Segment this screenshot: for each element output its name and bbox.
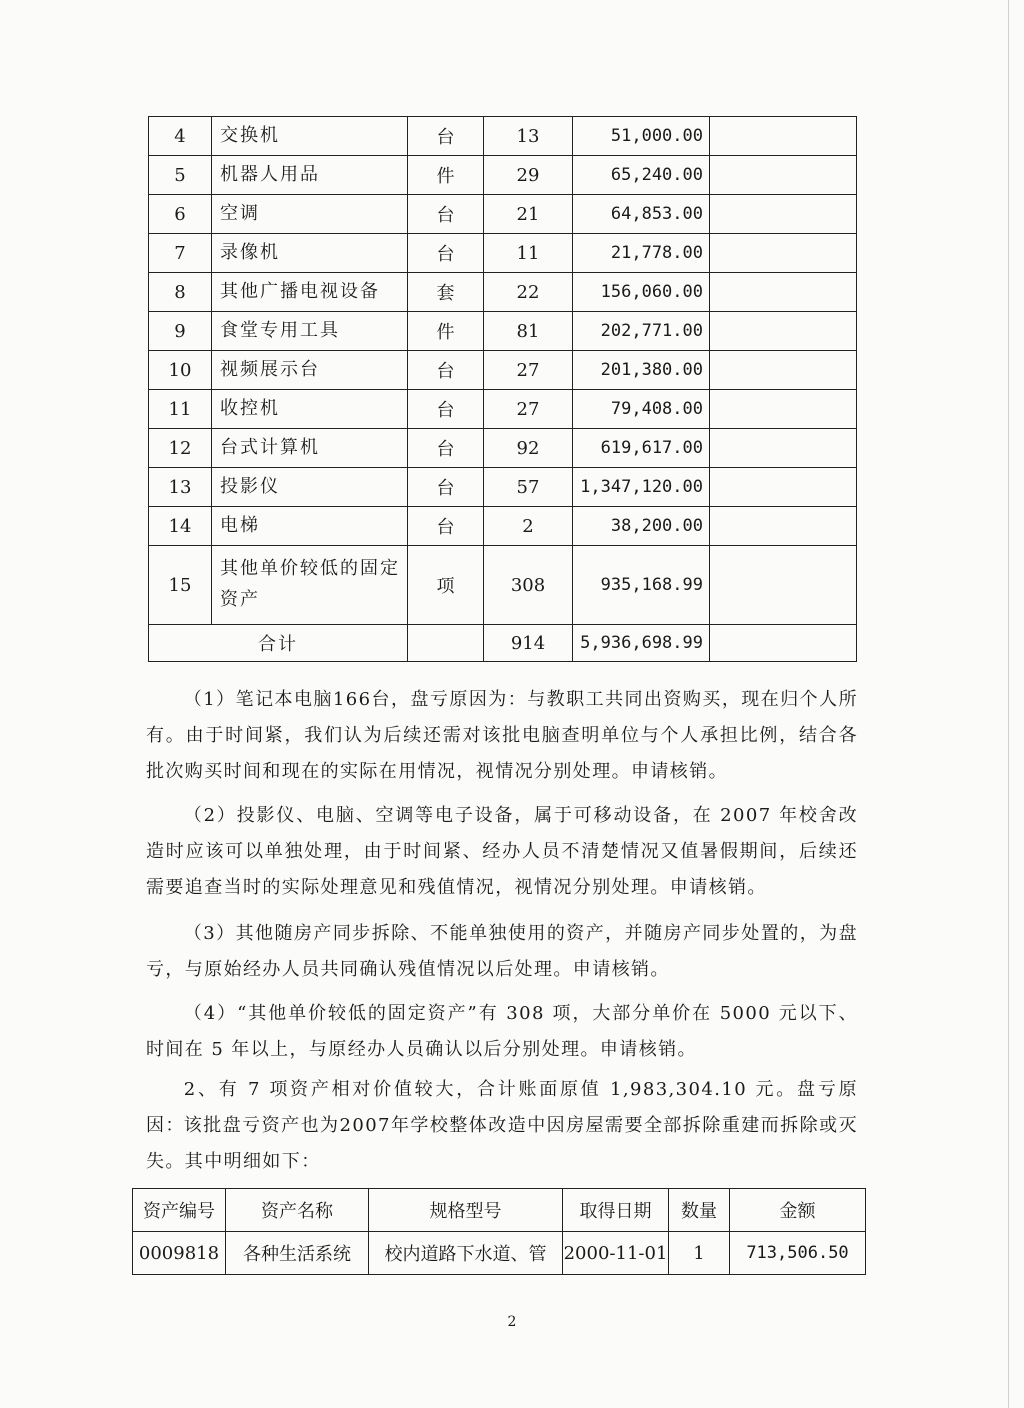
total-label: 合计 — [149, 625, 408, 662]
scan-edge-line — [1008, 0, 1009, 1408]
table-cell: 0009818 — [133, 1232, 226, 1275]
column-header: 规格型号 — [369, 1189, 563, 1232]
asset-amount: 156,060.00 — [573, 273, 710, 312]
asset-amount: 64,853.00 — [573, 195, 710, 234]
asset-amount: 202,771.00 — [573, 312, 710, 351]
asset-unit: 项 — [408, 546, 484, 625]
total-amount: 5,936,698.99 — [573, 625, 710, 662]
table-row — [149, 390, 857, 429]
asset-name: 交换机 — [212, 117, 408, 156]
column-header: 资产名称 — [226, 1189, 369, 1232]
total-unit-cell — [408, 625, 484, 662]
asset-unit: 台 — [408, 351, 484, 390]
asset-quantity: 13 — [484, 117, 573, 156]
row-number: 13 — [149, 468, 212, 507]
asset-quantity: 29 — [484, 156, 573, 195]
asset-amount: 51,000.00 — [573, 117, 710, 156]
asset-name: 空调 — [212, 195, 408, 234]
asset-quantity: 57 — [484, 468, 573, 507]
table-cell: 2000-11-01 — [563, 1232, 669, 1275]
table-row — [149, 234, 857, 273]
row-number: 7 — [149, 234, 212, 273]
asset-unit: 台 — [408, 117, 484, 156]
asset-amount: 38,200.00 — [573, 507, 710, 546]
asset-quantity: 21 — [484, 195, 573, 234]
paragraph-5: 2、有 7 项资产相对价值较大，合计账面原值 1,983,304.10 元。盘亏原因： — [146, 1079, 858, 1136]
asset-amount: 65,240.00 — [573, 156, 710, 195]
asset-name: 其他单价较低的固定资产 — [212, 546, 408, 625]
remarks-cell — [710, 234, 857, 273]
remarks-cell — [710, 625, 857, 662]
table-cell: 校内道路下水道、管 — [369, 1232, 563, 1275]
row-number: 4 — [149, 117, 212, 156]
table-row — [149, 351, 857, 390]
remarks-cell — [710, 390, 857, 429]
asset-name: 投影仪 — [212, 468, 408, 507]
table-row — [149, 117, 857, 156]
assets-table-body — [149, 117, 857, 662]
column-header: 金额 — [730, 1189, 866, 1232]
row-number: 10 — [149, 351, 212, 390]
row-number: 14 — [149, 507, 212, 546]
asset-name: 录像机 — [212, 234, 408, 273]
assets-table — [148, 116, 857, 662]
asset-quantity: 2 — [484, 507, 573, 546]
table-row — [149, 429, 857, 468]
page-number: 2 — [507, 1314, 517, 1330]
paragraph-1: （1）笔记本电脑166台，盘亏原因为：与教职工共同出资购买，现在归个人所有。由于时间紧，我们认为后续还需对该批电脑查明单位与个人承担比例，结合各批次购买时间和现在的实际在用情况，视情况分别处理。申请核销。 — [146, 689, 858, 782]
table-cell: 各种生活系统 — [226, 1232, 369, 1275]
detail-table-body — [133, 1189, 866, 1275]
row-number: 5 — [149, 156, 212, 195]
table-row — [133, 1232, 866, 1275]
asset-quantity: 92 — [484, 429, 573, 468]
paragraph-3: （3）其他随房产同步拆除、不能单独使用的资产，并随房产同步处置的，为盘亏，与原始经办人员共同确认残值情况以后处理。申请核销。 — [146, 923, 858, 980]
remarks-cell — [710, 312, 857, 351]
asset-amount: 935,168.99 — [573, 546, 710, 625]
remarks-cell — [710, 156, 857, 195]
column-header: 数量 — [669, 1189, 730, 1232]
remarks-cell — [710, 429, 857, 468]
asset-unit: 件 — [408, 156, 484, 195]
asset-name: 其他广播电视设备 — [212, 273, 408, 312]
asset-unit: 套 — [408, 273, 484, 312]
asset-unit: 台 — [408, 390, 484, 429]
table-cell: 713,506.50 — [730, 1232, 866, 1275]
asset-unit: 台 — [408, 507, 484, 546]
row-number: 15 — [149, 546, 212, 625]
paragraph-6: 该批盘亏资产也为2007年学校整体改造中因房屋需要全部拆除重建而拆除或灭失。其中明细如下： — [146, 1115, 858, 1172]
table-row — [149, 156, 857, 195]
asset-quantity: 22 — [484, 273, 573, 312]
total-row — [149, 625, 857, 662]
total-quantity: 914 — [484, 625, 573, 662]
row-number: 12 — [149, 429, 212, 468]
remarks-cell — [710, 117, 857, 156]
asset-unit: 台 — [408, 429, 484, 468]
table-row — [149, 507, 857, 546]
asset-amount: 1,347,120.00 — [573, 468, 710, 507]
asset-unit: 台 — [408, 468, 484, 507]
asset-name: 视频展示台 — [212, 351, 408, 390]
remarks-cell — [710, 507, 857, 546]
asset-quantity: 308 — [484, 546, 573, 625]
asset-quantity: 11 — [484, 234, 573, 273]
asset-amount: 619,617.00 — [573, 429, 710, 468]
asset-quantity: 27 — [484, 390, 573, 429]
paragraph-4: （4）“其他单价较低的固定资产”有 308 项，大部分单价在 5000 元以下、时间在 5 年以上，与原经办人员确认以后分别处理。申请核销。 — [146, 1003, 858, 1060]
row-number: 11 — [149, 390, 212, 429]
asset-unit: 件 — [408, 312, 484, 351]
table-row — [149, 468, 857, 507]
asset-name: 食堂专用工具 — [212, 312, 408, 351]
remarks-cell — [710, 546, 857, 625]
asset-amount: 21,778.00 — [573, 234, 710, 273]
asset-unit: 台 — [408, 234, 484, 273]
column-header: 取得日期 — [563, 1189, 669, 1232]
table-row — [149, 546, 857, 625]
table-row — [149, 195, 857, 234]
asset-amount: 201,380.00 — [573, 351, 710, 390]
remarks-cell — [710, 468, 857, 507]
remarks-cell — [710, 273, 857, 312]
table-row — [149, 273, 857, 312]
row-number: 6 — [149, 195, 212, 234]
asset-quantity: 27 — [484, 351, 573, 390]
row-number: 9 — [149, 312, 212, 351]
asset-quantity: 81 — [484, 312, 573, 351]
asset-amount: 79,408.00 — [573, 390, 710, 429]
row-number: 8 — [149, 273, 212, 312]
detail-table — [132, 1188, 866, 1275]
detail-header-row — [133, 1189, 866, 1232]
table-row — [149, 312, 857, 351]
remarks-cell — [710, 195, 857, 234]
asset-name: 收控机 — [212, 390, 408, 429]
asset-name: 电梯 — [212, 507, 408, 546]
paragraph-2: （2）投影仪、电脑、空调等电子设备，属于可移动设备，在 2007 年校舍改造时应该可以单独处理，由于时间紧、经办人员不清楚情况又值暑假期间，后续还需要追查当时的实际处理意见和残值情况，视情况分别处理。申请核销。 — [146, 805, 858, 898]
remarks-cell — [710, 351, 857, 390]
asset-unit: 台 — [408, 195, 484, 234]
asset-name: 机器人用品 — [212, 156, 408, 195]
column-header: 资产编号 — [133, 1189, 226, 1232]
asset-name: 台式计算机 — [212, 429, 408, 468]
table-cell: 1 — [669, 1232, 730, 1275]
